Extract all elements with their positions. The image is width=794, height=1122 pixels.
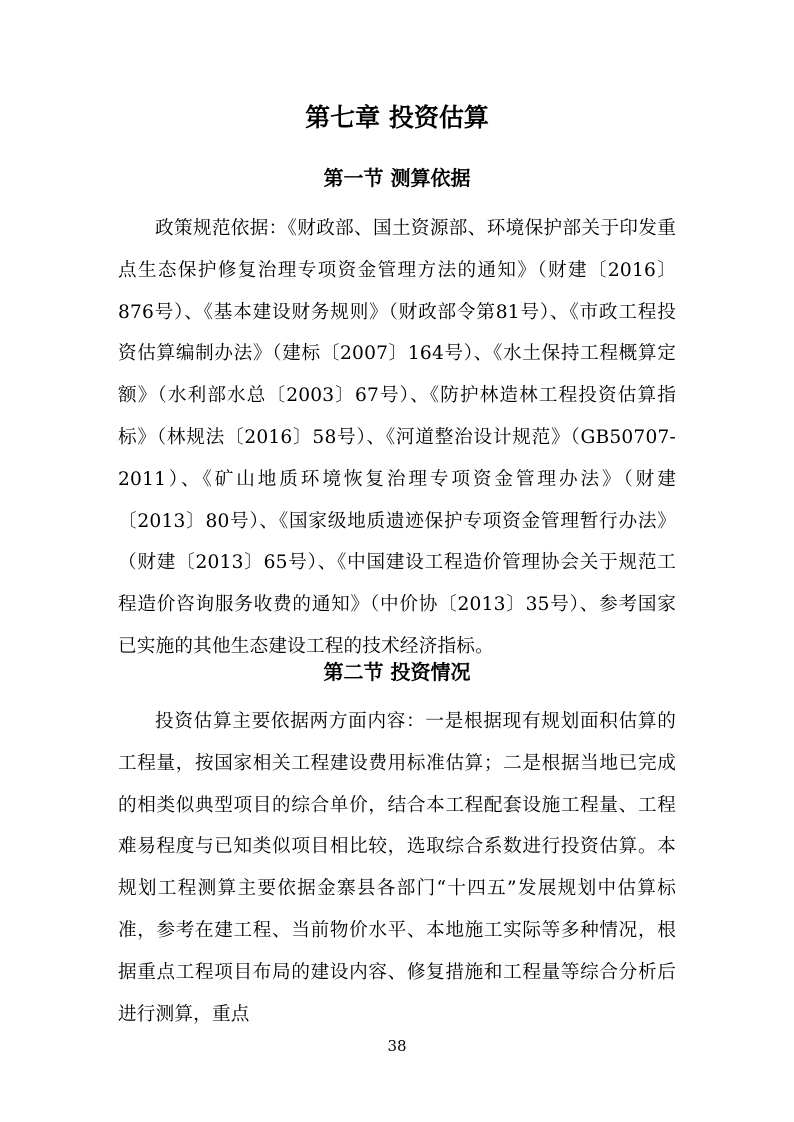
page-number: 38	[387, 1037, 407, 1055]
section-paragraph-basis: 政策规范依据：《财政部、国土资源部、环境保护部关于印发重点生态保护修复治理专项资金管理方法的通知》（财建〔2016〕876号）、《基本建设财务规则》（财政部令第81号）、《市政工程投资估算编制办法》（建标〔2007〕164号）、《水土保持工程概算定额》（水利部水总〔2003〕67号）、《防护林造林工程投资估算指标》（林规法〔2016〕58号）、《河道整治设计规范》（GB50707-2011）、《矿山地质环境恢复治理专项资金管理办法》（财建〔2013〕80号）、《国家级地质遗迹保护专项资金管理暂行办法》（财建〔2013〕65号）、《中国建设工程造价管理协会关于规范工程造价咨询服务收费的通知》（中价协〔2013〕35号）、参考国家已实施的其他生态建设工程的技术经济指标。	[118, 218, 676, 657]
section-paragraph-investment: 投资估算主要依据两方面内容：一是根据现有规划面积估算的工程量，按国家相关工程建设费用标准估算；二是根据当地已完成的相类似典型项目的综合单价，结合本工程配套设施工程量、工程难易程度与已知类似项目相比较，选取综合系数进行投资估算。本规划工程测算主要依据金寨县各部门“十四五”发展规划中估算标准，参考在建工程、当前物价水平、本地施工实际等多种情况，根据重点工程项目布局的建设内容、修复措施和工程量等综合分析后进行测算，重点	[118, 711, 676, 1025]
section-title-investment: 第二节 投资情况	[323, 660, 471, 684]
section-title-basis: 第一节 测算依据	[323, 166, 471, 190]
chapter-title: 第七章 投资估算	[305, 103, 489, 132]
